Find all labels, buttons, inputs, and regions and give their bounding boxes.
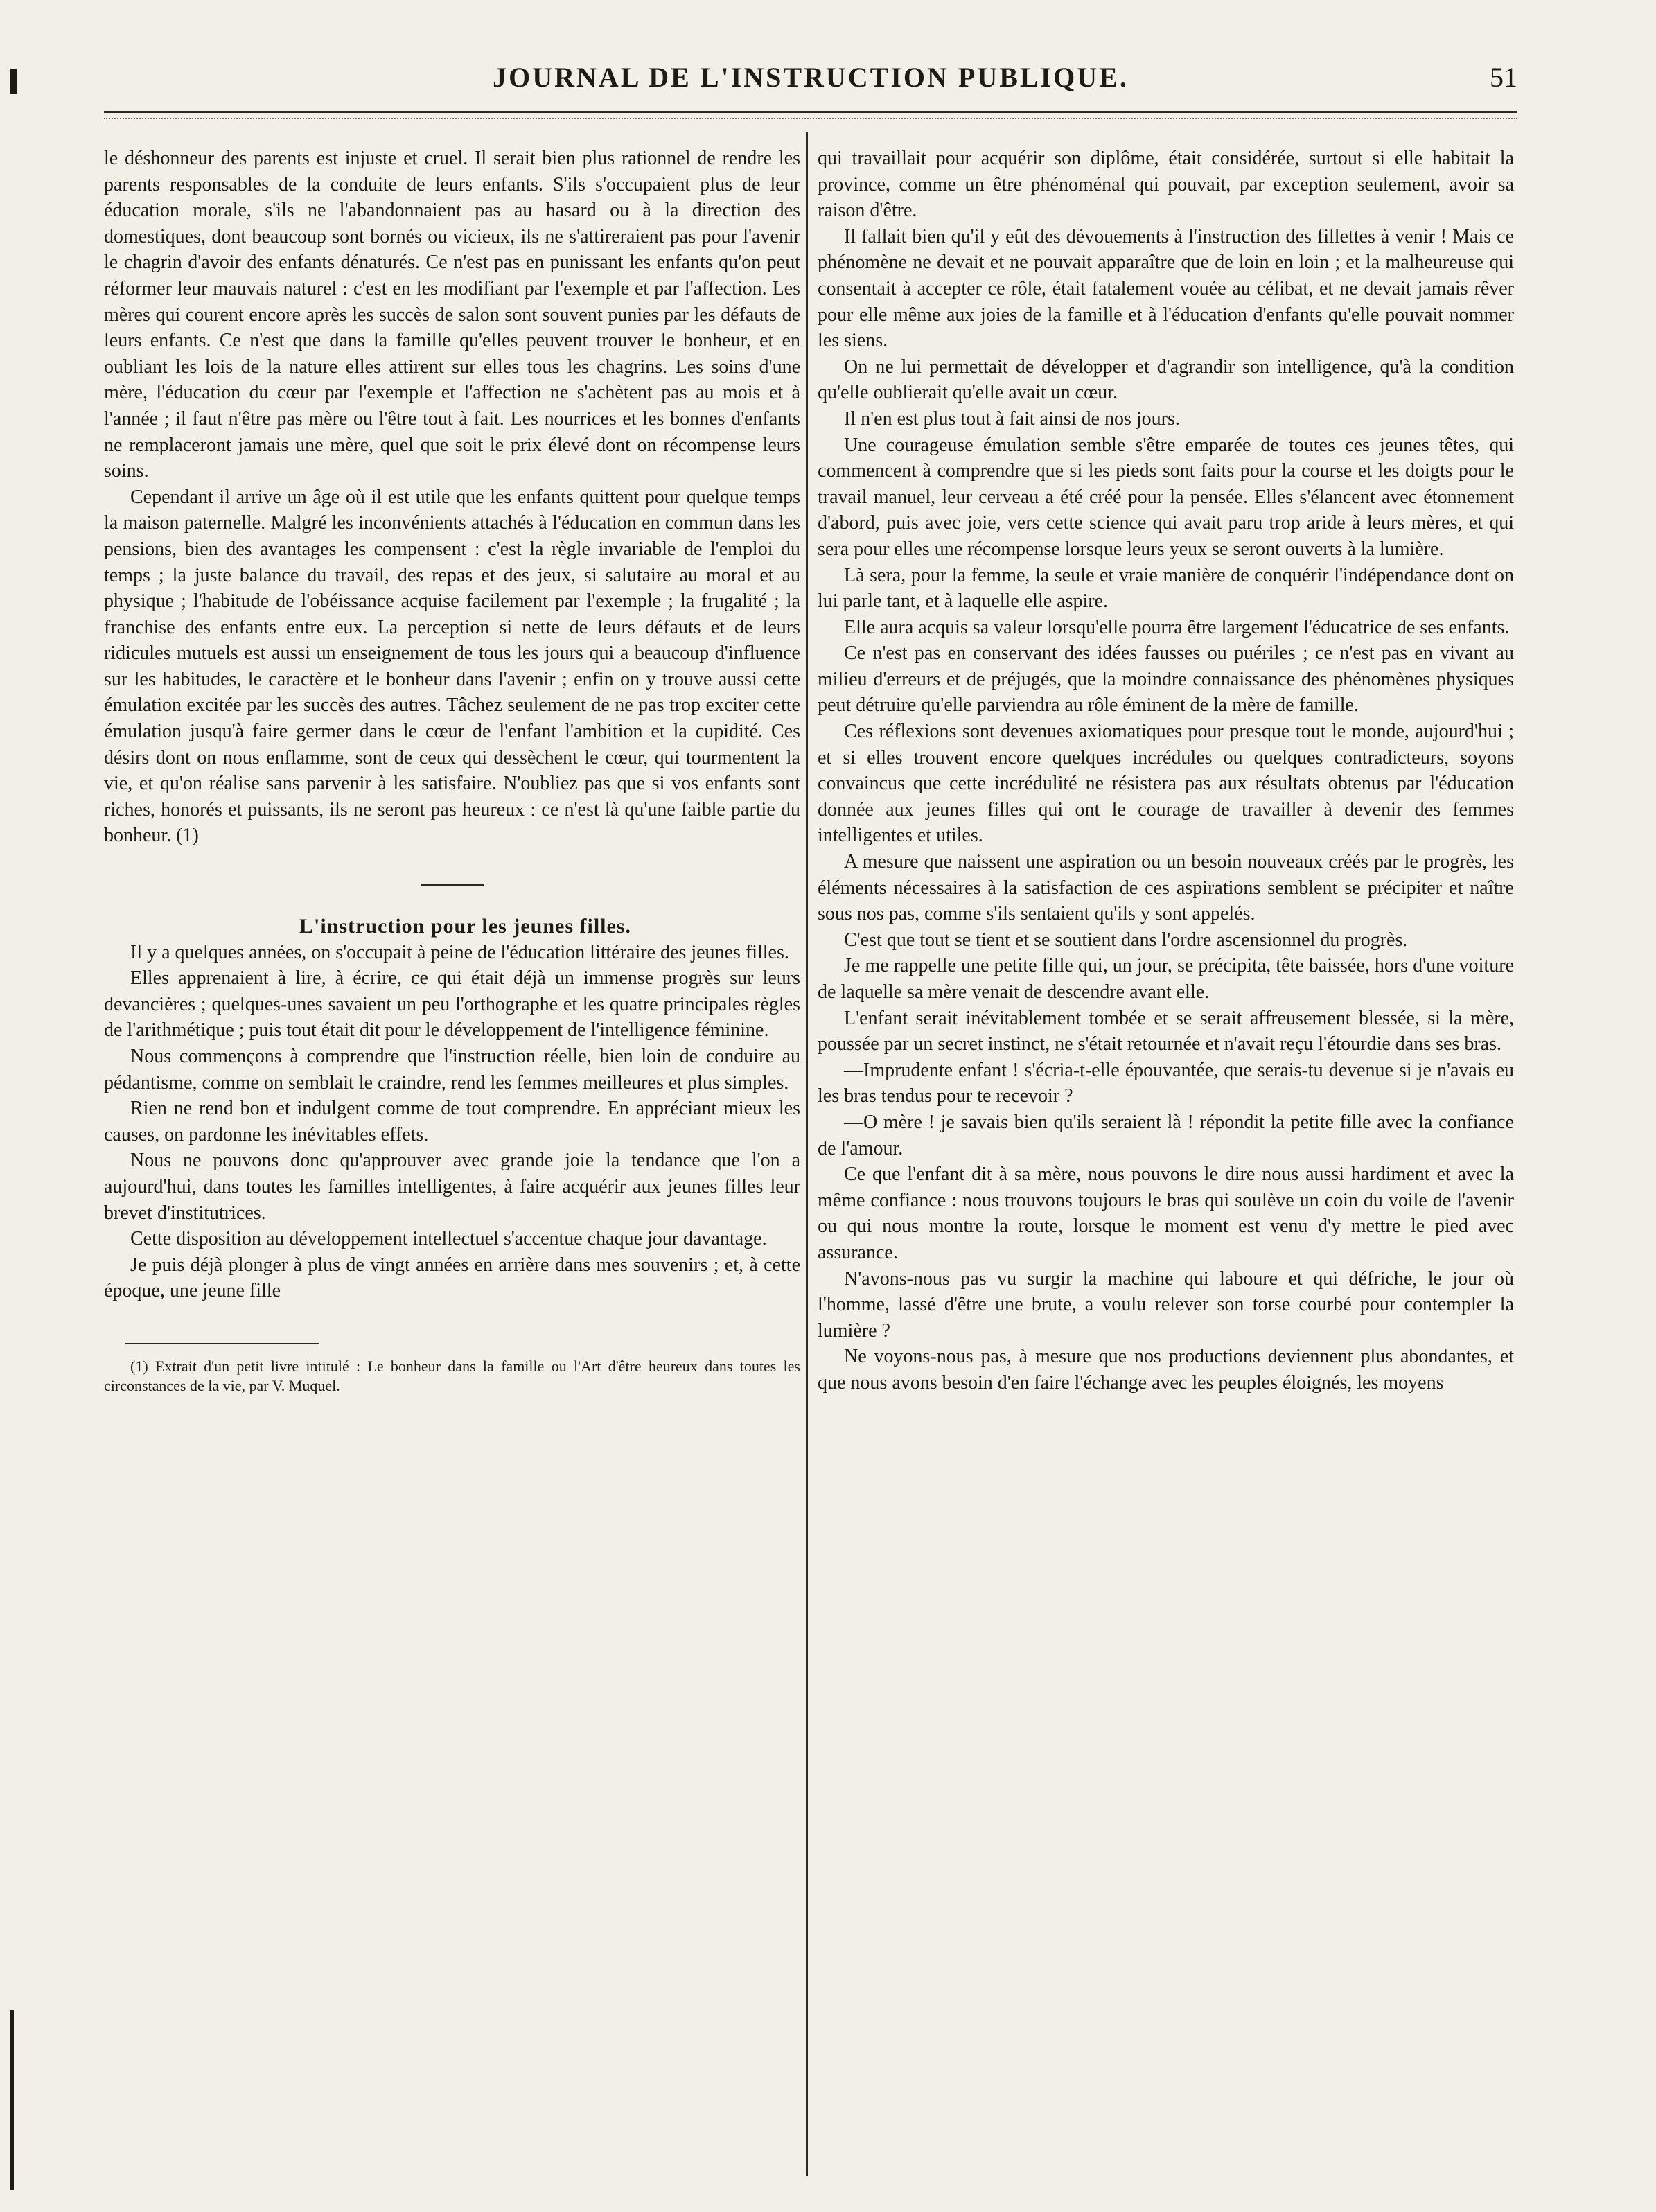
left-column: [104, 146, 800, 1396]
paragraph: Rien ne rend bon et indulgent comme de tout comprendre. En appréciant mieux les causes, on pardonne les inévitables effets.: [104, 1098, 800, 1146]
paragraph: le déshonneur des parents est injuste et cruel. Il serait bien plus rationnel de rendre les parents responsables de la conduite de leurs enfants. S'ils s'occupaient plus de leur éducation morale, s'ils ne l'abandonnaient pas au hasard ou à la direction des domestiques, dont beaucoup sont bornés ou vicieux, ils ne s'attireraient pas pour l'avenir le chagrin d'avoir des enfants dénaturés. Ce n'est pas en punissant les enfants qu'on peut réformer leur mauvais naturel : c'est en les modifiant par l'exemple et par l'affection. Les mères qui courent encore après les succès de salon sont souvent punies par les défauts de leurs enfants. Ce n'est que dans la famille qu'elles peuvent trouver le bonheur, et en oubliant les lois de la nature elles attirent sur elles tous les chagrins. Les soins d'une mère, l'éducation du cœur par l'exemple et l'affection ne s'achètent pas au mois et à l'année ; il faut n'être pas mère ou l'être tout à fait. Les nourrices et les bonnes d'enfants ne remplaceront jamais une mère, quel que soit le prix élevé dont on récompense leurs soins.: [104, 148, 800, 482]
paragraph: A mesure que naissent une aspiration ou un besoin nouveaux créés par le progrès, les éléments nécessaires à la satisfaction de ces aspirations semblent se précipiter et naître sous nos pas, comme s'ils sentaient qu'ils y sont appelés.: [818, 851, 1514, 925]
paragraph: Ne voyons-nous pas, à mesure que nos productions deviennent plus abondantes, et que nous avons besoin d'en faire l'échange avec les peuples éloignés, les moyens: [818, 1346, 1514, 1394]
paragraph: —O mère ! je savais bien qu'ils seraient là ! répondit la petite fille avec la confiance de l'amour.: [818, 1111, 1514, 1159]
paragraph: C'est que tout se tient et se soutient dans l'ordre ascensionnel du progrès.: [844, 929, 1408, 951]
paragraph: Cependant il arrive un âge où il est utile que les enfants quittent pour quelque temps la maison paternelle. Malgré les inconvénients attachés à l'éducation en commun dans les pensions, bien des avantages les compensent : c'est la règle invariable de l'emploi du temps ; la juste balance du travail, des repas et des jeux, si salutaire au moral et au physique ; l'habitude de l'obéissance acquise facilement par l'exemple ; la frugalité ; la franchise des enfants entre eux. La perception si nette de leurs défauts et de leurs ridicules mutuels est aussi un enseignement de tous les jours qui a beaucoup d'influence sur les habitudes, le caractère et le bonheur dans l'avenir ; enfin on y trouve aussi cette émulation excitée par les succès des autres. Tâchez seulement de ne pas trop exciter cette émulation jusqu'à faire germer dans le cœur de l'enfant l'ambition et la cupidité. Ces désirs dont on nous enflamme, sont de ceux qui dessèchent le cœur, qui tourmentent la vie, et qu'on réalise sans parvenir à les satisfaire. N'oubliez pas que si vos enfants sont riches, honorés et puissants, ils ne seront pas heureux : ce n'est là qu'une faible partie du bonheur. (1): [104, 486, 800, 847]
footnote-separator: [125, 1343, 319, 1344]
margin-mark-bottom: [10, 2010, 14, 2190]
paragraph: Il fallait bien qu'il y eût des dévouements à l'instruction des fillettes à venir ! Mais ce phénomène ne devait et ne pouvait apparaître que de loin en loin ; et la malheureuse qui consentait à accepter ce rôle, était fatalement vouée au célibat, et ne devait jamais rêver pour elle même aux joies de la famille et à l'éducation d'enfants qu'elle pouvait nommer les siens.: [818, 225, 1514, 352]
paragraph: Je puis déjà plonger à plus de vingt années en arrière dans mes souvenirs ; et, à cette époque, une jeune fille: [104, 1254, 800, 1302]
paragraph: qui travaillait pour acquérir son diplôme, était considérée, surtout si elle habitait la province, comme un être phénoménal qui pouvait, par exception seulement, avoir sa raison d'être.: [818, 148, 1514, 222]
paragraph: Je me rappelle une petite fille qui, un jour, se précipita, tête baissée, hors d'une voiture de laquelle sa mère venait de descendre avant elle.: [818, 955, 1514, 1003]
paragraph: Nous commençons à comprendre que l'instruction réelle, bien loin de conduire au pédantisme, comme on semblait le craindre, rend les femmes meilleures et plus simples.: [104, 1046, 800, 1094]
margin-mark-top: [10, 69, 17, 94]
paragraph: Elle aura acquis sa valeur lorsqu'elle pourra être largement l'éducatrice de ses enfants.: [844, 616, 1510, 638]
column-divider: [806, 132, 808, 2176]
paragraph: Une courageuse émulation semble s'être emparée de toutes ces jeunes têtes, qui commencent à comprendre que si les pieds sont faits pour la course et les doigts pour le travail manuel, leur cerveau a été créé pour la pensée. Elles s'élancent avec étonnement d'abord, puis avec joie, vers cette science qui avait paru trop aride à leurs mères, et qui sera pour elles une récompense lorsque leurs yeux se seront ouverts à la lumière.: [818, 434, 1514, 560]
paragraph: On ne lui permettait de développer et d'agrandir son intelligence, qu'à la condition qu'elle oublierait qu'elle avait un cœur.: [818, 356, 1514, 404]
header-dotted-rule: [104, 118, 1517, 119]
paragraph: Elles apprenaient à lire, à écrire, ce qui était déjà un immense progrès sur leurs devancières ; quelques-unes savaient un peu l'orthographe et les quatre principales règles de l'arithmétique ; puis tout était dit pour le développement de l'intelligence féminine.: [104, 967, 800, 1042]
footnote: (1) Extrait d'un petit livre intitulé : Le bonheur dans la famille ou l'Art d'être heureux dans toutes les circonstances de la vie, par V. Muquel.: [104, 1357, 800, 1394]
page-header: [104, 61, 1517, 103]
paragraph: Ce n'est pas en conservant des idées fausses ou puériles ; ce n'est pas en vivant au milieu d'erreurs et de préjugés, que la moindre connaissance des phénomènes physiques peut détruire qu'elle parviendra au rôle éminent de la mère de famille.: [818, 642, 1514, 717]
paragraph: Ces réflexions sont devenues axiomatiques pour presque tout le monde, aujourd'hui ; et si elles trouvent encore quelques incrédules ou quelques contradicteurs, soyons convaincus que cette incrédulité ne résistera pas aux résultats obtenus par l'éducation donnée aux jeunes filles qui ont le courage de travailler à devenir des femmes intelligentes et utiles.: [818, 721, 1514, 847]
paragraph: Nous ne pouvons donc qu'approuver avec grande joie la tendance que l'on a aujourd'hui, dans toutes les familles intelligentes, à faire acquérir aux jeunes filles leur brevet d'institutrices.: [104, 1150, 800, 1224]
paragraph: L'enfant serait inévitablement tombée et se serait affreusement blessée, si la mère, poussée par un secret instinct, ne s'était retournée et n'avait reçu l'étourdie dans ses bras.: [818, 1007, 1514, 1055]
section-separator: [421, 884, 484, 886]
journal-title: JOURNAL DE L'INSTRUCTION PUBLIQUE.: [493, 62, 1129, 93]
section-heading: L'instruction pour les jeunes filles.: [299, 915, 631, 938]
paragraph: —Imprudente enfant ! s'écria-t-elle épouvantée, que serais-tu devenue si je n'avais eu les bras tendus pour te recevoir ?: [818, 1059, 1514, 1107]
paragraph: Il y a quelques années, on s'occupait à peine de l'éducation littéraire des jeunes filles.: [130, 941, 789, 963]
paragraph: N'avons-nous pas vu surgir la machine qui laboure et qui défriche, le jour où l'homme, lassé d'être une brute, a voulu relever son torse courbé pour contempler la lumière ?: [818, 1267, 1514, 1342]
paragraph: Là sera, pour la femme, la seule et vraie manière de conquérir l'indépendance dont on lui parle tant, et à laquelle elle aspire.: [818, 564, 1514, 613]
paragraph: Ce que l'enfant dit à sa mère, nous pouvons le dire nous aussi hardiment et avec la même confiance : nous trouvons toujours le bras qui soulève un coin du voile de l'avenir ou qui nous montre la route, lorsque le moment est venu d'y mettre le pied avec assurance.: [818, 1164, 1514, 1263]
paragraph: Cette disposition au développement intellectuel s'accentue chaque jour davantage.: [130, 1228, 767, 1250]
header-rule: [104, 111, 1517, 113]
paragraph: Il n'en est plus tout à fait ainsi de nos jours.: [844, 407, 1180, 430]
page-number: 51: [1490, 62, 1517, 93]
right-column: [818, 146, 1514, 1396]
